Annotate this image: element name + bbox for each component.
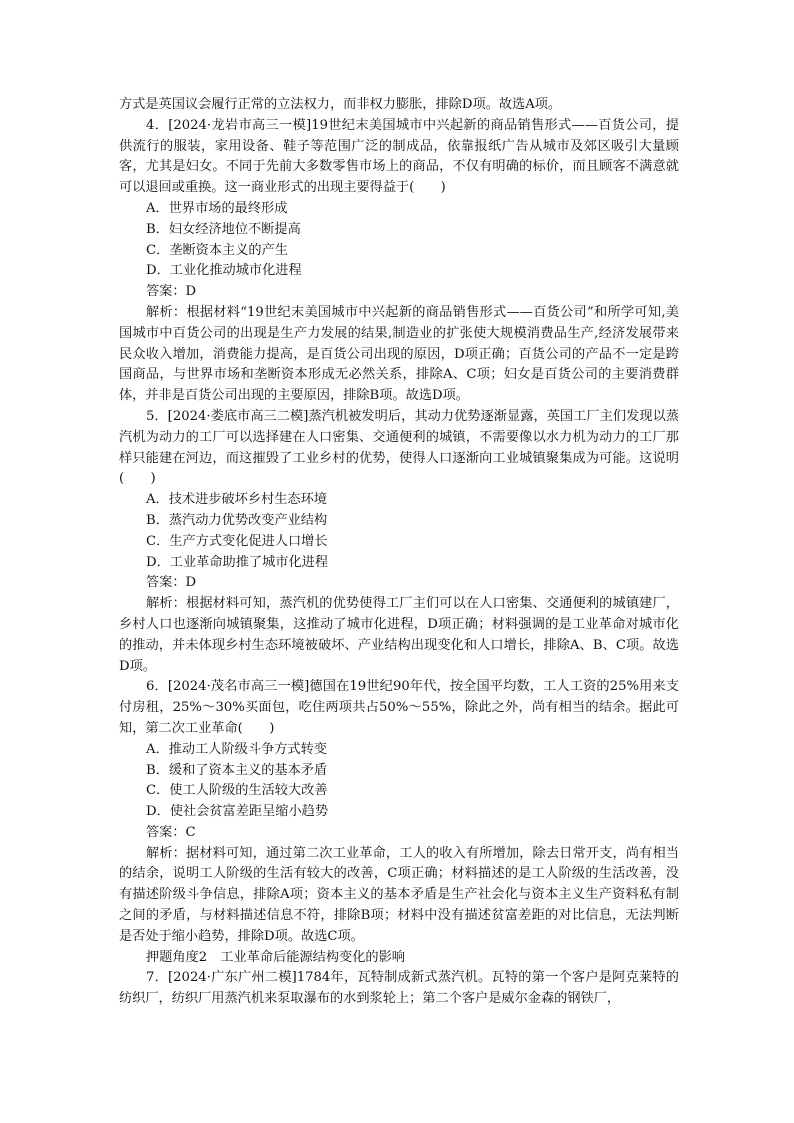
document-page — [119, 95, 679, 1010]
question-4-option-c: C．垄断资本主义的产生 — [146, 242, 288, 258]
question-5-option-d: D．工业革命助推了城市化进程 — [146, 554, 329, 570]
question-6-explanation: 解析：据材料可知，通过第二次工业革命，工人的收入有所增加，除去日常开支，尚有相当的结余，说明工人阶级的生活有较大的改善，C项正确；材料描述的是工人阶级的生活改善，没有描述阶级斗争信息，排除A项；资本主义的基本矛盾是生产社会化与资本主义生产资料私有制之间的矛盾，与材料描述信息不符，排除B项；材料中没有描述贫富差距的对比信息，无法判断是否处于缩小趋势，排除D项。故选C项。 — [119, 845, 679, 944]
question-6-option-b: B．缓和了资本主义的基本矛盾 — [146, 762, 328, 778]
question-4-stem: 4．[2024·龙岩市高三一模]19世纪末美国城市中兴起新的商品销售形式——百货公司，提供流行的服装，家用设备、鞋子等范围广泛的制成品，依靠报纸广告从城市及郊区吸引大量顾客，尤其是妇女。不同于先前大多数零售市场上的商品，不仅有明确的标价，而且顾客不满意就可以退回或重换。这一商业形式的出现主要得益于( ) — [119, 117, 679, 196]
question-4-option-d: D．工业化推动城市化进程 — [146, 263, 302, 279]
question-6-answer: 答案：C — [146, 824, 196, 840]
question-5-stem: 5．[2024·娄底市高三二模]蒸汽机被发明后，其动力优势逐渐显露，英国工厂主们发现以蒸汽机为动力的工厂可以选择建在人口密集、交通便利的城镇，不需要像以水力机为动力的工厂那样只能建在河边，而这摧毁了工业乡村的优势，使得人口逐渐向工业城镇聚集成为可能。这说明( ) — [119, 408, 679, 487]
question-5-option-a: A．技术进步破坏乡村生态环境 — [146, 492, 327, 508]
question-5-explanation: 解析：根据材料可知，蒸汽机的优势使得工厂主们可以在人口密集、交通便利的城镇建厂，乡村人口也逐渐向城镇聚集，这推动了城市化进程，D项正确；材料强调的是工业革命对城市化的推动，并未体现乡村生态环境被破坏、产业结构出现变化和人口增长，排除A、B、C项。故选D项。 — [119, 596, 679, 674]
question-6-option-c: C．使工人阶级的生活较大改善 — [146, 783, 328, 799]
question-4-option-a: A．世界市场的最终形成 — [146, 200, 288, 216]
question-5-answer: 答案：D — [146, 575, 197, 591]
question-6-option-d: D．使社会贫富差距呈缩小趋势 — [146, 804, 329, 820]
question-5-option-b: B．蒸汽动力优势改变产业结构 — [146, 512, 328, 528]
question-4-answer: 答案：D — [146, 284, 197, 300]
question-6-stem: 6．[2024·茂名市高三一模]德国在19世纪90年代，按全国平均数，工人工资的25%用来支付房租，25%～30%买面包，吃住两项共占50%～55%，除此之外，尚有相当的结余。据此可知，第二次工业革命( ) — [119, 679, 679, 736]
question-4-explanation: 解析：根据材料“19世纪末美国城市中兴起新的商品销售形式——百货公司”和所学可知,美国城市中百货公司的出现是生产力发展的结果,制造业的扩张使大规模消费品生产,经济发展带来民众收入增加，消费能力提高，是百货公司出现的原因，D项正确；百货公司的产品不一定是跨国商品，与世界市场和垄断资本形成无必然关系，排除A、C项；妇女是百货公司的主要消费群体，并非是百货公司出现的主要原因，排除B项。故选D项。 — [119, 304, 679, 404]
question-6-option-a: A．推动工人阶级斗争方式转变 — [146, 741, 327, 757]
paragraph-continuation: 方式是英国议会履行正常的立法权力，而非权力膨胀，排除D项。故选A项。 — [119, 97, 562, 112]
question-7-stem: 7．[2024·广东广州二模]1784年，瓦特制成新式蒸汽机。瓦特的第一个客户是阿克莱特的纺织厂，纺织厂用蒸汽机来泵取瀑布的水到浆轮上；第二个客户是威尔金森的钢铁厂， — [119, 970, 679, 1007]
question-5-option-c: C．生产方式变化促进人口增长 — [146, 533, 328, 549]
question-4-option-b: B．妇女经济地位不断提高 — [146, 221, 301, 237]
section-heading-angle-2: 押题角度2 工业革命后能源结构变化的影响 — [146, 949, 405, 965]
